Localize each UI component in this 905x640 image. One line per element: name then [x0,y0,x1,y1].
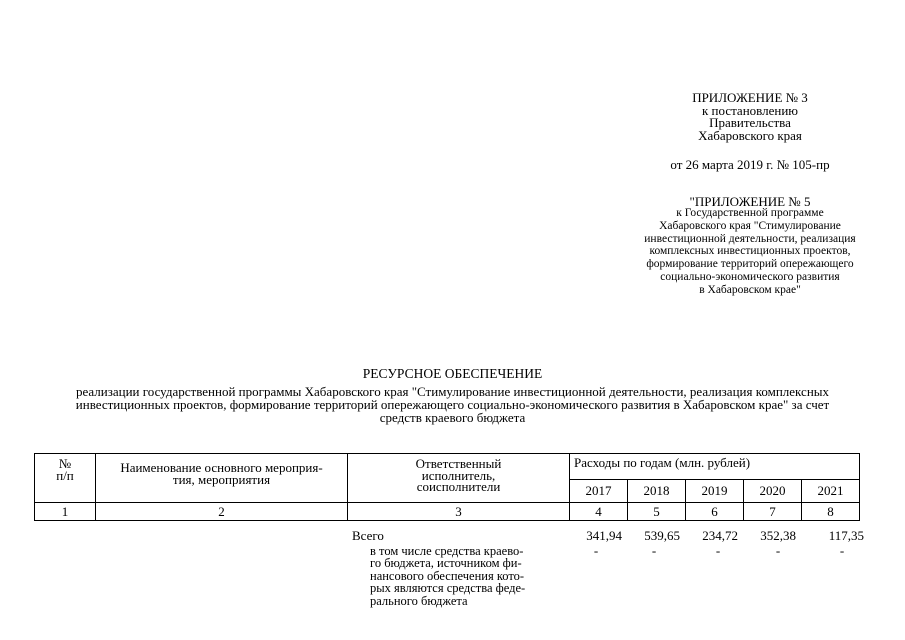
appendix5-title: "ПРИЛОЖЕНИЕ № 5 [689,194,811,209]
column-number: 7 [744,503,802,521]
resource-table [34,453,860,521]
row-total-label: Всего [352,528,384,543]
header-expenses: Расходы по годам (млн. рублей) [570,454,860,480]
row-total-value: 352,38 [760,528,796,543]
row-federal-value: - [651,543,657,558]
column-number: 5 [628,503,686,521]
appendix5-text: к Государственной программе Хабаровского края "Стимулирование инвестиционной деятельности, реализация комплексных инвестиционных проектов, формирование территорий опережающего социально-экономического развития в Хабаровском крае" [644,207,856,296]
header-year: 2019 [686,480,744,503]
row-federal-value: - [839,543,845,558]
row-federal-value: - [593,543,599,558]
header-year: 2020 [744,480,802,503]
column-number: 2 [96,503,348,521]
row-federal-value: - [775,543,781,558]
document-subtitle: реализации государственной программы Хабаровского края "Стимулирование инвестиционной деятельности, реализация комплексных инвестиционных проектов, формирование территорий опережающего социально-экономического развития в Хабаровском крае" за счет средств краевого бюджета [75,384,830,425]
header-year: 2018 [628,480,686,503]
document-title: РЕСУРСНОЕ ОБЕСПЕЧЕНИЕ [362,366,543,381]
row-total-value: 341,94 [586,528,622,543]
header-year: 2017 [570,480,628,503]
appendix3-date: от 26 марта 2019 г. № 105-пр [670,157,830,172]
row-total-value: 117,35 [828,528,864,543]
header-name: Наименование основного мероприя- тия, мероприятия [96,454,348,503]
appendix3-header: ПРИЛОЖЕНИЕ № 3 к постановлению Правительства Хабаровского края [692,90,808,143]
header-num: № п/п [35,454,96,503]
column-number: 8 [802,503,860,521]
column-number: 1 [35,503,96,521]
header-executor: Ответственный исполнитель, соисполнители [348,454,570,503]
column-number: 4 [570,503,628,521]
row-total-value: 234,72 [702,528,738,543]
column-number: 6 [686,503,744,521]
column-number: 3 [348,503,570,521]
header-year: 2021 [802,480,860,503]
row-federal-label: в том числе средства краево- го бюджета, источником фи- нансового обеспечения кото- рых являются средства феде- рального бюджета [370,544,526,608]
row-total-value: 539,65 [644,528,680,543]
row-federal-value: - [715,543,721,558]
